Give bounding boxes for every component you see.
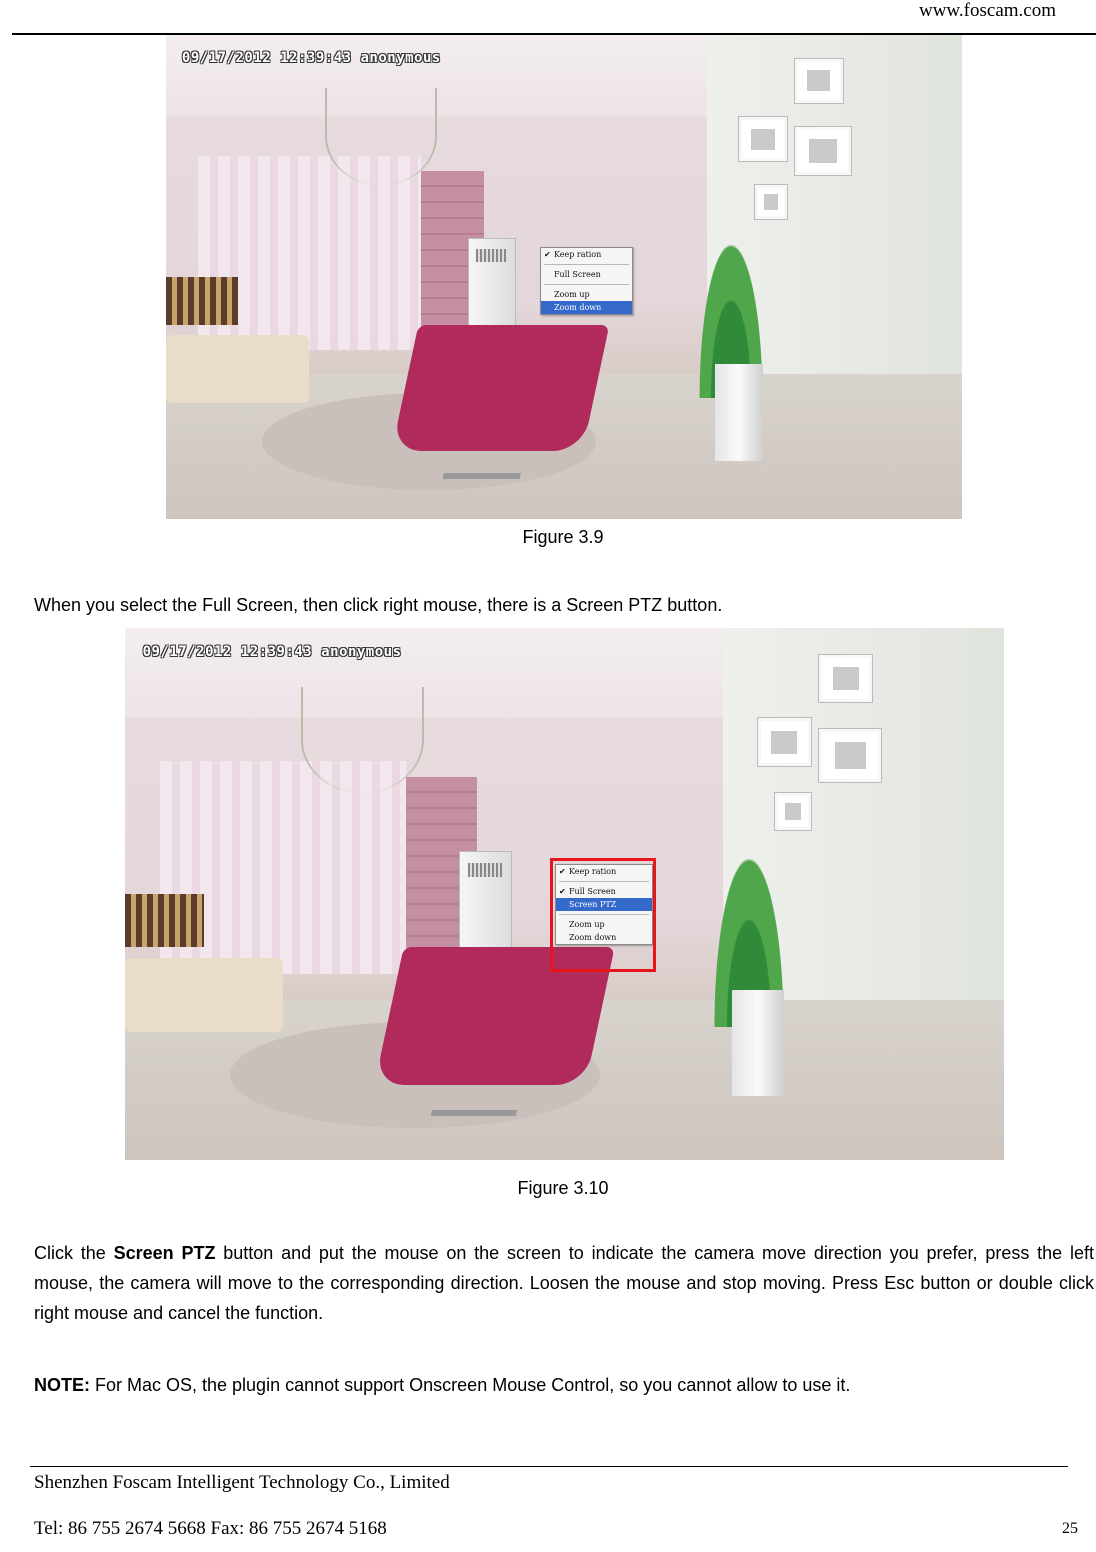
menu-item-full-screen[interactable]: Full Screen [554, 270, 601, 279]
page-number: 25 [1062, 1520, 1078, 1537]
menu-item-zoom-down[interactable]: Zoom down [541, 301, 632, 314]
figure-caption: Figure 3.10 [517, 1178, 609, 1198]
menu-separator [544, 264, 629, 265]
pink-chair [391, 325, 609, 451]
menu-item-zoom-up[interactable]: Zoom up [554, 290, 590, 299]
footer-rule [30, 1466, 1068, 1467]
footer-company: Shenzhen Foscam Intelligent Technology Co., Limited [34, 1472, 450, 1493]
menu-item-full-screen[interactable]: ✔ Full Screen [559, 887, 616, 896]
sofa [166, 335, 309, 403]
chandelier [301, 687, 424, 793]
screen-ptz-term: Screen PTZ [113, 1243, 216, 1263]
picture-frame [739, 117, 787, 161]
menu-item-zoom-up[interactable]: Zoom up [569, 920, 605, 929]
picture-frame [795, 127, 851, 175]
note-label: NOTE: [34, 1375, 90, 1395]
footer-contact: Tel: 86 755 2674 5668 Fax: 86 755 2674 5168 [34, 1518, 387, 1539]
timestamp-overlay: 09/17/2012 12:39:43 anonymous [142, 643, 402, 660]
body-text-rest: button and put the mouse on the screen to indicate the camera move direction you prefer, press the left mouse, the camera will move to the corresponding direction. Loosen the mouse and stop moving. Press Esc button or double click right mouse and cancel the function. [34, 1243, 1094, 1323]
vase [715, 364, 763, 461]
picture-frame [755, 185, 787, 219]
note-text: For Mac OS, the plugin cannot support Onscreen Mouse Control, so you cannot allow to use it. [90, 1375, 851, 1395]
picture-frame [819, 729, 881, 782]
context-menu [540, 247, 633, 315]
figure-caption: Figure 3.9 [522, 527, 604, 547]
check-icon: ✔ [559, 867, 566, 876]
chandelier [325, 88, 436, 185]
lamp [166, 277, 238, 325]
figure-3-10-image [125, 628, 1004, 1160]
menu-item-screen-ptz[interactable]: Screen PTZ [556, 898, 652, 911]
sofa [125, 958, 283, 1032]
body-paragraph [34, 1238, 1094, 1328]
figure-3-9-image [166, 35, 962, 519]
picture-frame [819, 655, 872, 703]
picture-frame [795, 59, 843, 103]
picture-frame [758, 718, 811, 766]
timestamp-overlay: 09/17/2012 12:39:43 anonymous [181, 49, 441, 66]
intro-paragraph: When you select the Full Screen, then click right mouse, there is a Screen PTZ button. [34, 595, 723, 615]
wall-edge [969, 628, 1004, 1064]
menu-item-keep-ration[interactable]: ✔ Keep ration [544, 250, 602, 259]
menu-separator [544, 284, 629, 285]
picture-frame [775, 793, 810, 830]
body-text-prefix: Click the [34, 1243, 114, 1263]
menu-item-keep-ration[interactable]: ✔ Keep ration [559, 867, 617, 876]
note-paragraph [34, 1370, 1094, 1400]
lamp [125, 894, 204, 947]
check-icon: ✔ [544, 250, 551, 259]
check-icon: ✔ [559, 887, 566, 896]
header-url: www.foscam.com [918, 0, 1056, 21]
vase [732, 990, 785, 1096]
wall-edge [930, 35, 962, 432]
highlight-box [550, 858, 656, 972]
menu-item-zoom-down[interactable]: Zoom down [569, 933, 617, 942]
